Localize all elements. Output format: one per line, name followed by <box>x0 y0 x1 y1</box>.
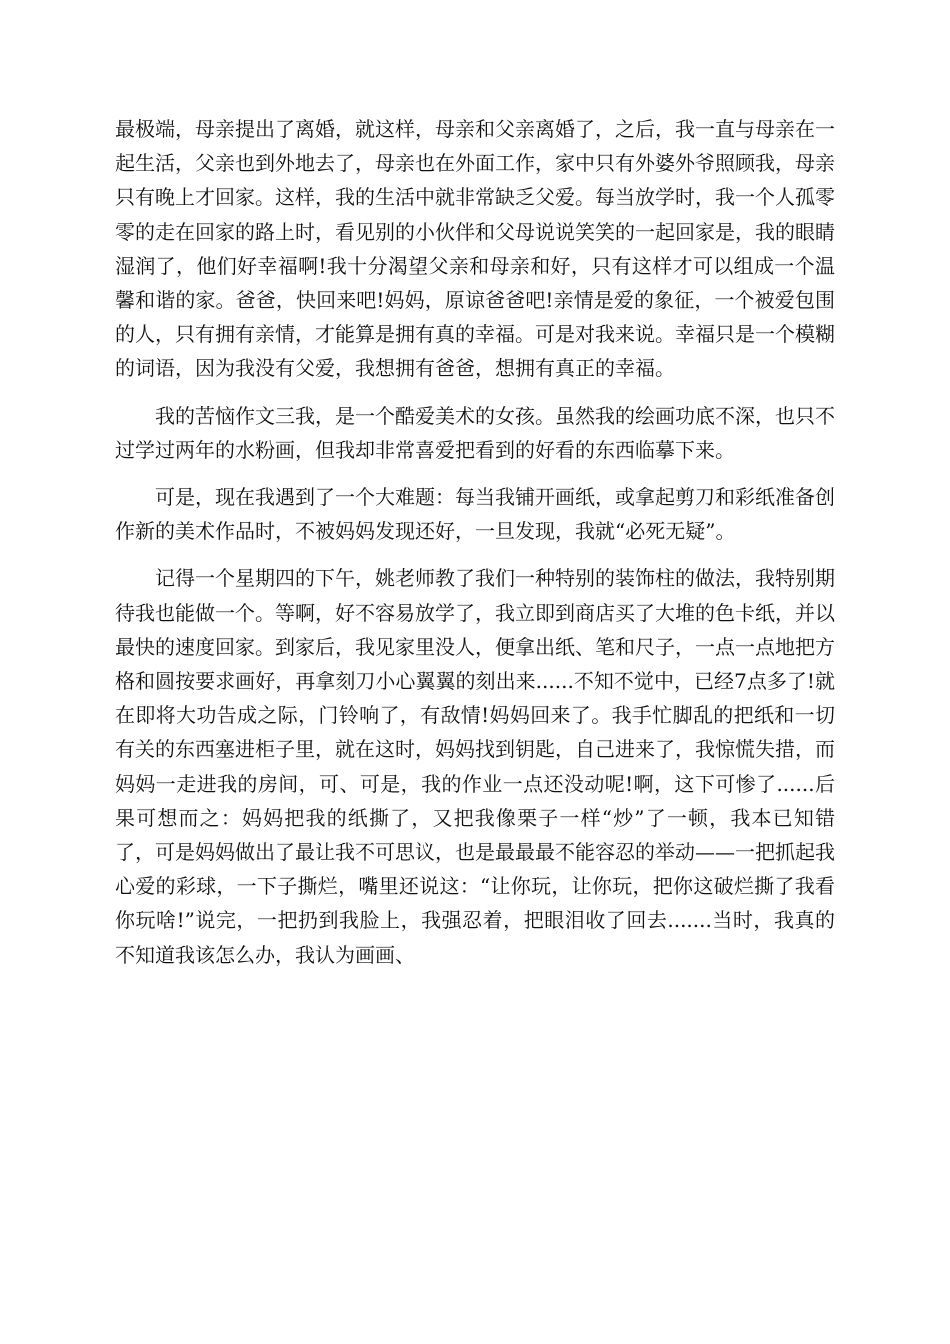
paragraph-1: 最极端，母亲提出了离婚，就这样，母亲和父亲离婚了，之后，我一直与母亲在一起生活，父亲也到外地去了，母亲也在外面工作，家中只有外婆外爷照顾我，母亲只有晚上才回家。这样，我的生活中就非常缺乏父爱。每当放学时，我一个人孤零零的走在回家的路上时，看见别的小伙伴和父母说说笑笑的一起回家是，我的眼睛湿润了，他们好幸福啊!我十分渴望父亲和母亲和好，只有这样才可以组成一个温馨和谐的家。爸爸，快回来吧!妈妈，原谅爸爸吧!亲情是爱的象征，一个被爱包围的人，只有拥有亲情，才能算是拥有真的幸福。可是对我来说。幸福只是一个模糊的词语，因为我没有父爱，我想拥有爸爸，想拥有真正的幸福。 <box>115 117 835 381</box>
paragraph-3: 可是，现在我遇到了一个大难题：每当我铺开画纸，或拿起剪刀和彩纸准备创作新的美术作品时，不被妈妈发现还好，一旦发现，我就“必死无疑”。 <box>115 485 835 544</box>
paragraph-2: 我的苦恼作文三我，是一个酷爱美术的女孩。虽然我的绘画功底不深，也只不过学过两年的水粉画，但我却非常喜爱把看到的好看的东西临摹下来。 <box>115 403 835 462</box>
paragraph-4: 记得一个星期四的下午，姚老师教了我们一种特别的装饰柱的做法，我特别期待我也能做一个。等啊，好不容易放学了，我立即到商店买了大堆的色卡纸，并以最快的速度回家。到家后，我见家里没人，便拿出纸、笔和尺子，一点一点地把方格和圆按要求画好，再拿刻刀小心翼翼的刻出来......不知不觉中，已经7点多了!就在即将大功告成之际，门铃响了，有敌情!妈妈回来了。我手忙脚乱的把纸和一切有关的东西塞进柜子里，就在这时，妈妈找到钥匙，自己进来了，我惊慌失措，而妈妈一走进我的房间，可、可是，我的作业一点还没动呢!啊，这下可惨了......后果可想而之：妈妈把我的纸撕了，又把我像栗子一样“炒”了一顿，我本已知错了，可是妈妈做出了最让我不可思议，也是最最最不能容忍的举动——一把抓起我心爱的彩球，一下子撕烂，嘴里还说这：“让你玩，让你玩，把你这破烂撕了我看你玩啥!”说完，一把扔到我脸上，我强忍着，把眼泪收了回去.......当时，我真的不知道我该怎么办，我认为画画、 <box>115 566 835 967</box>
document-page <box>115 112 835 985</box>
